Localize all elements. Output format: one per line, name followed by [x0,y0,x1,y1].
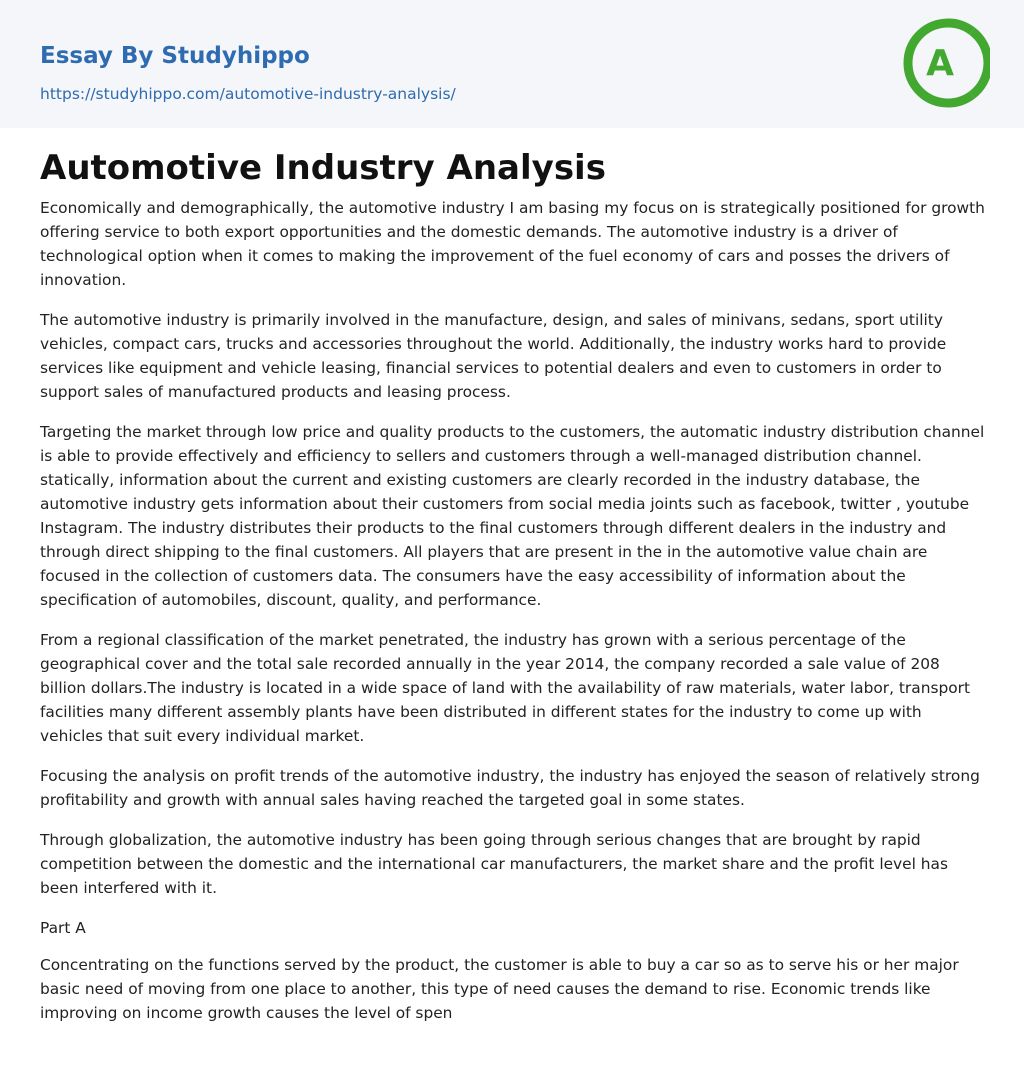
article-paragraph: The automotive industry is primarily involved in the manufacture, design, and sales of minivans, sedans, sport utility vehicles, compact cars, trucks and accessories throughout the world. Additionally, the industry works hard to provide services like equipment and vehicle leasing, financial services to potential dealers and even to customers in order to support sales of manufactured products and leasing process. [40,311,947,401]
article-title: Automotive Industry Analysis [40,148,606,188]
article-paragraph: Targeting the market through low price and quality products to the customers, the automatic industry distribution channel is able to provide effectively and efficiency to sellers and customers through a well-managed distribution channel. statically, information about the current and existing customers are clearly recorded in the industry database, the automotive industry gets information about their customers from social media joints such as facebook, twitter , youtube Instagram. The industry distributes their products to the final customers through different dealers in the industry and through direct shipping to the final customers. All players that are present in the in the automotive value chain are focused in the collection of customers data. The consumers have the easy accessibility of information about the specification of automobiles, discount, quality, and performance. [40,423,985,609]
site-title[interactable]: Essay By Studyhippo [40,43,310,69]
article-content [40,146,988,1041]
article-paragraph-part-a: Concentrating on the functions served by the product, the customer is able to buy a car so as to serve his or her major basic need of moving from one place to another, this type of need causes the demand to rise. Economic trends like improving on income growth causes the level of spen [40,956,959,1022]
article-paragraph: Focusing the analysis on profit trends of the automotive industry, the industry has enjoyed the season of relatively strong profitability and growth with annual sales having reached the targeted goal in some states. [40,767,980,809]
article-paragraph: From a regional classification of the market penetrated, the industry has grown with a serious percentage of the geographical cover and the total sale recorded annually in the year 2014, the company recorded a sale value of 208 billion dollars.The industry is located in a wide space of land with the availability of raw materials, water labor, transport facilities many different assembly plants have been distributed in different states for the industry to come up with vehicles that suit every individual market. [40,631,971,745]
article-paragraph: Economically and demographically, the automotive industry I am basing my focus on is strategically positioned for growth offering service to both export opportunities and the domestic demands. The automotive industry is a driver of technological option when it comes to making the improvement of the fuel economy of cars and posses the drivers of innovation. [40,199,985,289]
logo-letter: A [926,43,954,84]
section-label-part-a: Part A [40,919,86,937]
logo-ring-right [972,31,988,95]
article-paragraph: Through globalization, the automotive industry has been going through serious changes that are brought by rapid competition between the domestic and the international car manufacturers, the market share and the profit level has been interfered with it. [40,831,949,897]
page-header [0,0,1024,128]
studyhippo-logo-icon[interactable] [900,18,990,108]
essay-url-link[interactable]: https://studyhippo.com/automotive-industry-analysis/ [40,85,456,103]
